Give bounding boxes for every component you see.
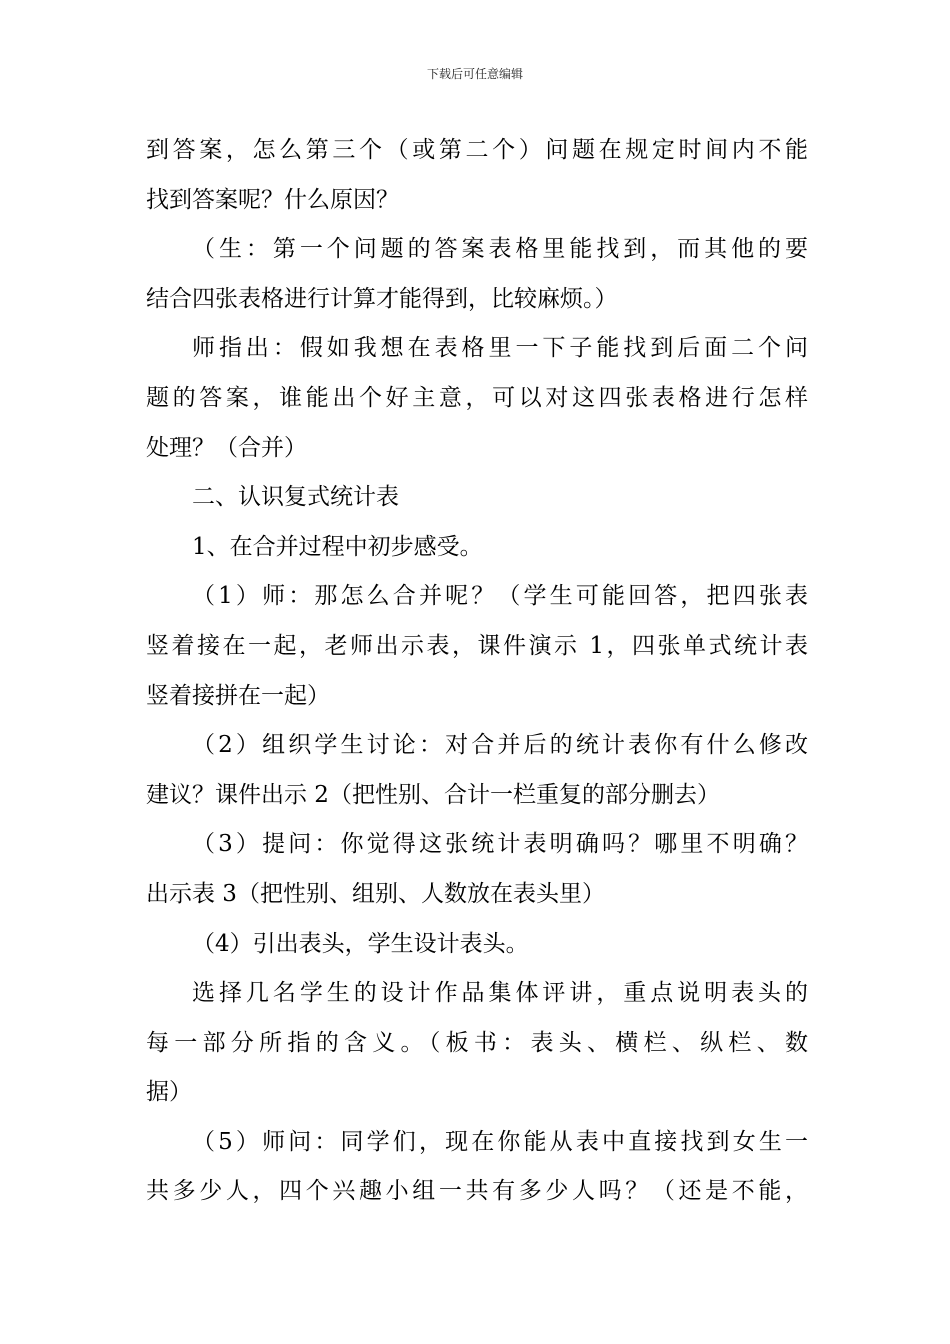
text-line: 找到答案呢？什么原因？	[146, 186, 399, 213]
text-line: 竖着接在一起，老师出示表，课件演示 1，四张单式统计表	[146, 632, 808, 659]
section-heading: 二、认识复式统计表	[192, 484, 399, 511]
text-line: 竖着接拼在一起）	[146, 682, 330, 709]
text-line: 每一部分所指的含义。（板书：表头、横栏、纵栏、数	[146, 1029, 808, 1056]
text-line: （4）引出表头，学生设计表头。	[192, 930, 529, 957]
text-line: 到答案，怎么第三个（或第二个）问题在规定时间内不能	[146, 137, 808, 163]
text-line: （1）师：那怎么合并呢？（学生可能回答，把四张表	[192, 583, 808, 610]
document-body	[146, 126, 808, 1217]
text-line: （5）师问：同学们，现在你能从表中直接找到女生一	[192, 1128, 808, 1155]
text-line: （3）提问：你觉得这张统计表明确吗？哪里不明确？	[192, 831, 808, 858]
text-line: 建议？课件出示 2（把性别、合计一栏重复的部分删去）	[146, 781, 720, 808]
text-line: 师指出：假如我想在表格里一下子能找到后面二个问	[192, 335, 808, 362]
subsection-heading: 1、在合并过程中初步感受。	[192, 533, 483, 560]
text-line: 结合四张表格进行计算才能得到，比较麻烦。）	[146, 285, 618, 312]
text-line: 处理？（合并）	[146, 434, 307, 461]
text-line: 据）	[146, 1079, 192, 1106]
text-line: （生：第一个问题的答案表格里能找到，而其他的要	[192, 236, 808, 263]
text-line: 题的答案，谁能出个好主意，可以对这四张表格进行怎样	[146, 384, 808, 411]
text-line: （2）组织学生讨论：对合并后的统计表你有什么修改	[192, 732, 808, 759]
text-line: 共多少人，四个兴趣小组一共有多少人吗？（还是不能，	[146, 1178, 808, 1205]
page-header: 下载后可任意编辑	[426, 67, 523, 81]
text-line: 选择几名学生的设计作品集体评讲，重点说明表头的	[192, 980, 808, 1007]
text-line: 出示表 3（把性别、组别、人数放在表头里）	[146, 880, 605, 907]
